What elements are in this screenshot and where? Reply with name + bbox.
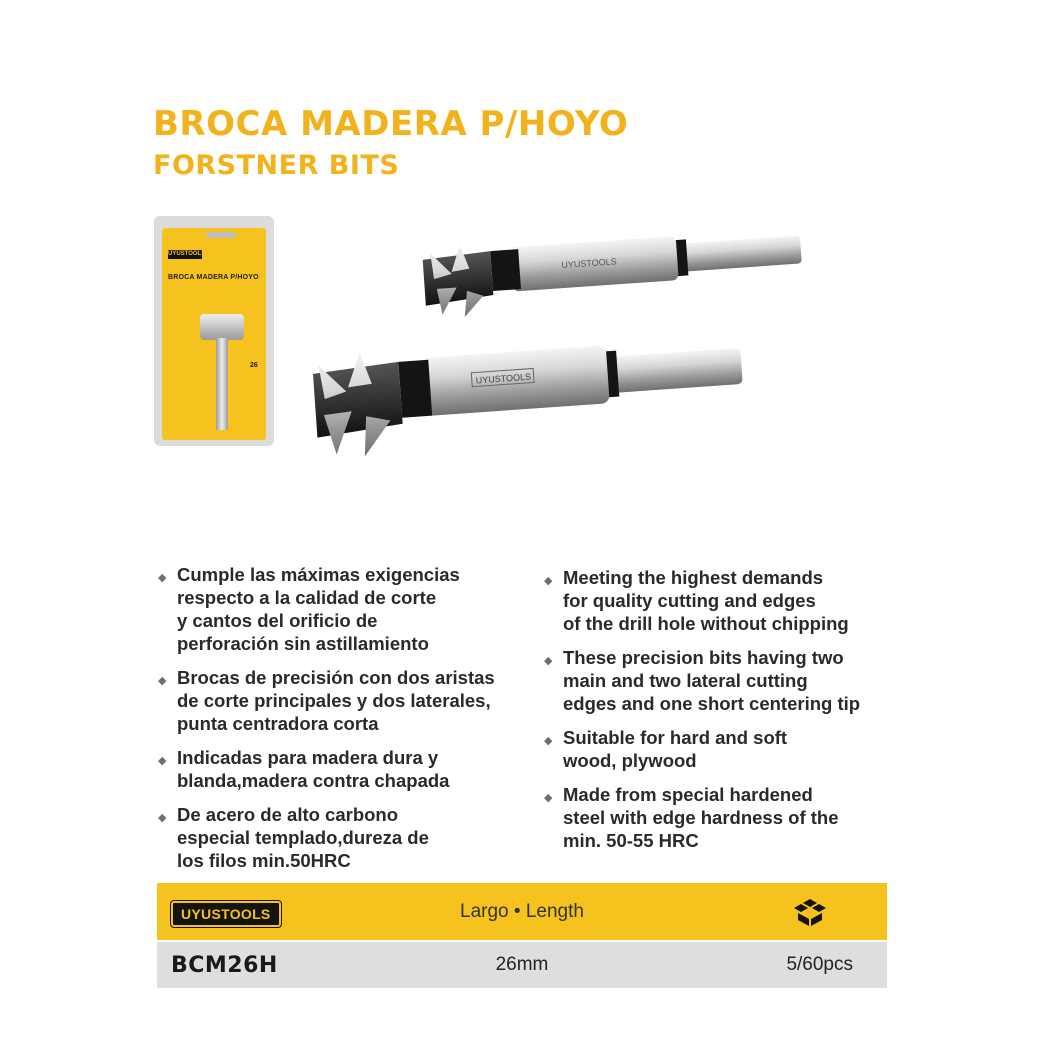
package-bit-shank [216, 338, 228, 430]
forstner-bits-image [300, 230, 810, 530]
package-size-label: 26 [250, 362, 258, 369]
bullet-diamond-icon: ◆ [158, 675, 167, 687]
table-row [157, 942, 887, 988]
small-bit-etch: UYUSTOOLS [561, 256, 617, 271]
large-bit-etch: UYUSTOOLS [475, 371, 532, 386]
feature-es-text: Cumple las máximas exigencias respecto a la calidad de corte y cantos del orificio de perforación sin astillamiento [177, 564, 460, 654]
bullet-diamond-icon: ◆ [544, 575, 553, 587]
title-english: FORSTNER BITS [153, 150, 400, 181]
features-list-spanish [155, 563, 525, 883]
bullet-diamond-icon: ◆ [158, 755, 167, 767]
feature-es-item [155, 563, 525, 655]
feature-en-text: These precision bits having two main and two lateral cutting edges and one short centering tip [563, 647, 861, 714]
feature-en-text: Suitable for hard and soft wood, plywood [563, 727, 788, 771]
feature-es-item [155, 666, 525, 735]
table-header-row [157, 883, 887, 940]
product-pack: 5/60pcs [786, 954, 853, 975]
feature-en-item [541, 566, 911, 635]
bullet-diamond-icon: ◆ [158, 812, 167, 824]
bullet-diamond-icon: ◆ [544, 735, 553, 747]
product-length: 26mm [495, 954, 549, 975]
feature-en-item [541, 646, 911, 715]
feature-en-item [541, 783, 911, 852]
title-spanish: BROCA MADERA P/HOYO [153, 104, 629, 144]
features-list-english [541, 566, 911, 863]
feature-es-text: Brocas de precisión con dos aristas de corte principales y dos laterales, punta centradora corta [177, 667, 495, 734]
bullet-diamond-icon: ◆ [544, 655, 553, 667]
feature-es-item [155, 746, 525, 792]
package-brand: UYUSTOOLS [168, 251, 206, 257]
feature-en-item [541, 726, 911, 772]
box-icon [793, 897, 827, 927]
small-bit [422, 230, 804, 320]
product-package-image [154, 216, 274, 446]
hang-hole [206, 232, 236, 238]
feature-es-item [155, 803, 525, 872]
feature-en-text: Meeting the highest demands for quality cutting and edges of the drill hole without chipping [563, 567, 849, 634]
spec-table [157, 883, 887, 988]
feature-es-text: Indicadas para madera dura y blanda,madera contra chapada [177, 747, 450, 791]
bullet-diamond-icon: ◆ [158, 572, 167, 584]
large-bit [312, 326, 746, 460]
package-bit-head [200, 314, 244, 340]
bullet-diamond-icon: ◆ [544, 792, 553, 804]
product-code: BCM26H [171, 953, 278, 978]
package-card [162, 228, 266, 440]
header-length: Largo • Length [460, 901, 584, 922]
package-title: BROCA MADERA P/HOYO [168, 274, 259, 281]
feature-es-text: De acero de alto carbono especial templado,dureza de los filos min.50HRC [177, 804, 429, 871]
brand-logo: UYUSTOOLS [171, 901, 281, 927]
feature-en-text: Made from special hardened steel with edge hardness of the min. 50-55 HRC [563, 784, 839, 851]
